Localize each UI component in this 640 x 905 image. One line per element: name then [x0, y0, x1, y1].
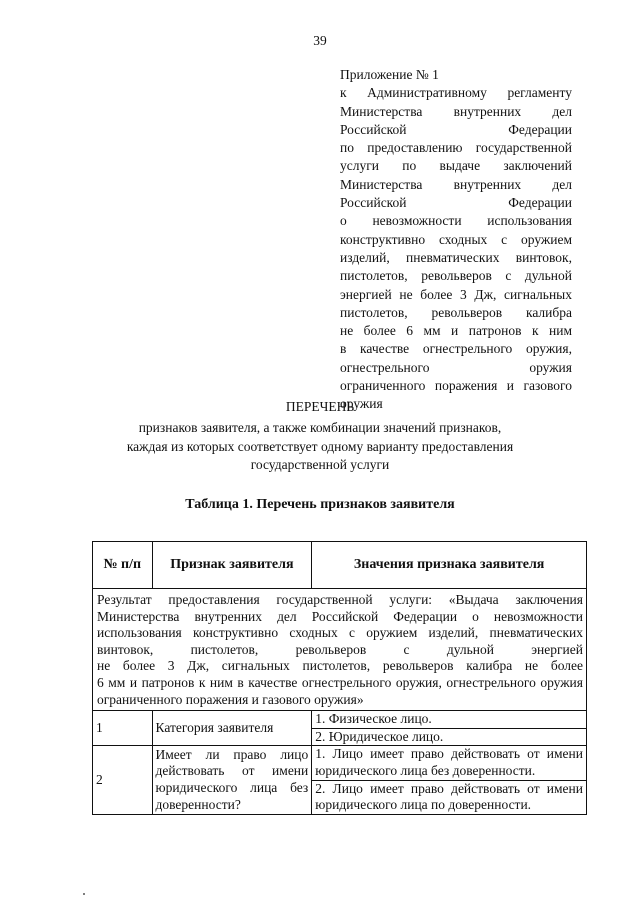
header-number: № п/п — [93, 542, 153, 589]
appendix-line: огнестрельного оружия — [340, 359, 572, 375]
table-row — [93, 711, 587, 729]
value-line: 2. Юридическое лицо. — [315, 728, 444, 744]
row-attribute — [152, 711, 312, 746]
subtitle-line: признаков заявителя, а также комбинации значений признаков, — [138, 420, 502, 435]
appendix-line: к Административному регламенту — [340, 85, 572, 101]
appendix-line: ограниченного поражения и газового — [340, 378, 572, 394]
row-number: 1 — [93, 711, 153, 746]
attribute-line: юридического лица без — [155, 780, 309, 796]
value-line: 1. Лицо имеет право действовать от имени — [315, 746, 583, 762]
appendix-line: изделий, пневматических винтовок, — [340, 249, 572, 265]
attribute-line: Категория заявителя — [155, 719, 274, 735]
merged-line: Министерства внутренних дел Российской Федерации о невозможности — [97, 608, 583, 624]
appendix-line: в качестве огнестрельного оружия, — [340, 341, 572, 357]
appendix-line: оружия — [340, 396, 383, 412]
service-result-cell — [93, 589, 587, 711]
scan-speck — [83, 893, 85, 895]
merged-line: не более 3 Дж, сигнальных пистолетов, револьверов калибра не более — [97, 658, 583, 674]
header-values: Значения признака заявителя — [312, 542, 587, 589]
row-number: 2 — [93, 746, 153, 814]
subtitle-line: государственной услуги — [250, 457, 390, 472]
appendix-line: энергией не более 3 Дж, сигнальных — [340, 286, 572, 302]
document-title: ПЕРЕЧЕНЬ — [285, 399, 355, 414]
appendix-line: конструктивно сходных с оружием — [340, 231, 572, 247]
header-attribute: Признак заявителя — [152, 542, 312, 589]
appendix-line: о невозможности использования — [340, 213, 572, 229]
appendix-line: Российской Федерации — [340, 195, 572, 211]
table-header-row — [93, 542, 587, 589]
appendix-line: Приложение № 1 — [340, 67, 439, 82]
page-number: 39 — [313, 33, 327, 48]
merged-line: винтовок, пистолетов, револьверов с дульной энергией — [97, 641, 583, 657]
subtitle-line: каждая из которых соответствует одному варианту предоставления — [126, 438, 514, 454]
appendix-line: пистолетов, револьверов с дульной — [340, 268, 572, 284]
row-attribute — [152, 746, 312, 814]
appendix-line: не более 6 мм и патронов к ним — [340, 323, 572, 339]
merged-line: Результат предоставления государственной услуги: «Выдача заключения — [97, 592, 583, 607]
attribute-line: доверенности? — [155, 796, 241, 812]
appendix-line: Министерства внутренних дел — [340, 103, 572, 119]
value-line: 2. Лицо имеет право действовать от имени — [315, 780, 583, 796]
appendix-line: услуги по выдаче заключений — [340, 158, 572, 174]
table-row — [93, 746, 587, 780]
appendix-line: Министерства внутренних дел — [340, 176, 572, 192]
attribute-line: действовать от имени — [155, 763, 309, 779]
appendix-line: пистолетов, револьверов калибра — [340, 304, 572, 320]
merged-line: использования конструктивно сходных с оружием изделий, пневматических — [97, 625, 583, 641]
appendix-line: Российской Федерации — [340, 121, 572, 137]
document-subtitle — [100, 419, 540, 475]
merged-line: 6 мм и патронов к ним в качестве огнестрельного оружия, огнестрельного оружия — [97, 674, 583, 690]
table-row-merged — [93, 589, 587, 711]
row-value — [312, 711, 587, 729]
appendix-line: по предоставлению государственной — [340, 140, 572, 156]
value-line: 1. Физическое лицо. — [315, 711, 432, 727]
merged-line: ограниченного поражения и газового оружия» — [97, 691, 364, 707]
appendix-header — [340, 66, 572, 414]
row-value — [312, 780, 587, 814]
value-line: юридического лица без доверенности. — [315, 762, 536, 778]
row-value — [312, 728, 587, 746]
applicant-attributes-table — [92, 541, 587, 815]
attribute-line: Имеет ли право лицо — [155, 746, 309, 762]
table-title: Таблица 1. Перечень признаков заявителя — [185, 497, 455, 512]
value-line: юридического лица по доверенности. — [315, 797, 532, 813]
row-value — [312, 746, 587, 780]
